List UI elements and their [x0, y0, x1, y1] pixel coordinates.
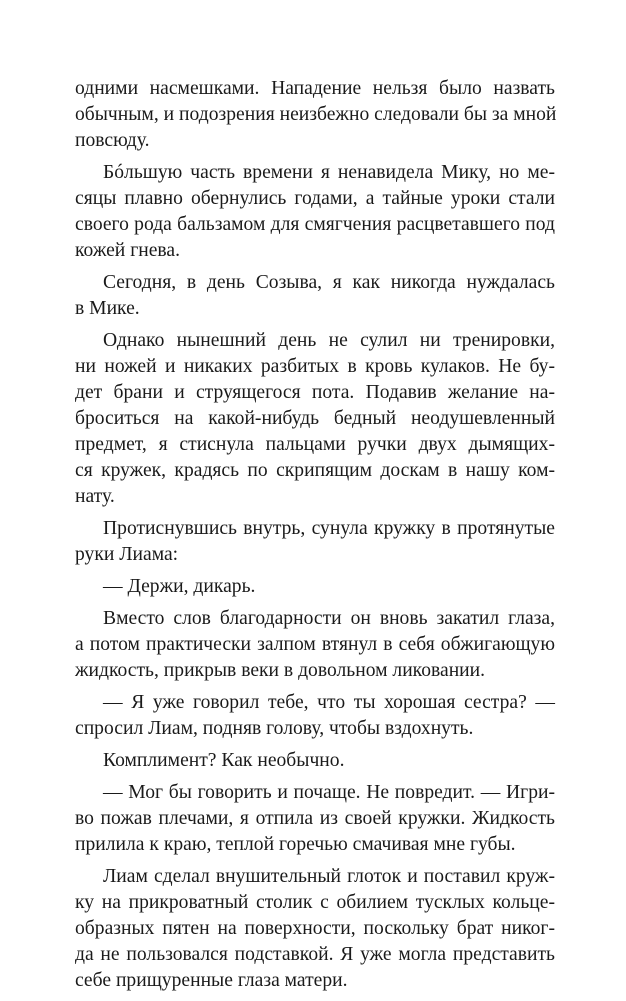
text-line: а потом практически залпом втянул в себя обжигающую: [75, 634, 555, 655]
text-line: одними насмешками. Нападение нельзя было назвать: [75, 78, 555, 99]
body-text: [75, 76, 555, 1000]
text-line: ку на прикроватный столик с обилием тусклых кольце-: [75, 892, 555, 913]
text-line: Вместо слов благодарности он вновь закатил глаза,: [103, 608, 555, 629]
paragraph: [75, 864, 555, 994]
paragraph: [75, 328, 555, 510]
text-line: — Держи, дикарь.: [103, 576, 256, 597]
text-line: спросил Лиам, подняв голову, чтобы вздохнуть.: [75, 718, 474, 739]
text-line: Однако нынешний день не сулил ни тренировки,: [103, 330, 555, 351]
text-line: жидкость, прикрыв веки в довольном ликовании.: [75, 660, 486, 681]
text-line: повсюду.: [75, 130, 150, 151]
text-line: себе прищуренные глаза матери.: [75, 970, 348, 991]
text-line: Сегодня, в день Созыва, я как никогда нуждалась: [103, 272, 555, 293]
paragraph: [75, 606, 555, 684]
text-line: — Мог бы говорить и почаще. Не повредит. — Игри-: [103, 782, 555, 803]
paragraph: [75, 748, 555, 774]
text-line: Бóльшую часть времени я ненавидела Мику, но ме-: [103, 162, 555, 183]
text-line: руки Лиама:: [75, 544, 179, 565]
text-line: сяцы плавно обернулись годами, а тайные уроки стали: [75, 188, 555, 209]
text-line: броситься на какой-нибудь бедный неодушевленный: [75, 408, 555, 429]
paragraph: [75, 690, 555, 742]
text-line: во пожав плечами, я отпила из своей кружки. Жидкость: [75, 808, 555, 829]
text-line: Комплимент? Как необычно.: [103, 750, 345, 771]
text-line: — Я уже говорил тебе, что ты хорошая сестра? —: [103, 692, 555, 713]
text-line: прилила к краю, теплой горечью смачивая мне губы.: [75, 834, 516, 855]
paragraph: [75, 76, 555, 154]
text-line: дет брани и струящегося пота. Подавив желание на-: [75, 382, 555, 403]
text-line: Протиснувшись внутрь, сунула кружку в протянутые: [103, 518, 555, 539]
text-line: предмет, я стиснула пальцами ручки двух дымящих-: [75, 434, 555, 455]
text-line: кожей гнева.: [75, 240, 181, 261]
text-line: нату.: [75, 486, 115, 507]
text-line: ся кружек, крадясь по скрипящим доскам в нашу ком-: [75, 460, 555, 481]
text-line: да не пользовался подставкой. Я уже могла представить: [75, 944, 555, 965]
paragraph: [75, 780, 555, 858]
text-line: обычным, и подозрения неизбежно следовали бы за мной: [75, 104, 557, 125]
text-line: своего рода бальзамом для смягчения расцветавшего под: [75, 214, 555, 235]
text-line: Лиам сделал внушительный глоток и поставил круж-: [103, 866, 555, 887]
paragraph: [75, 270, 555, 322]
text-line: образных пятен на поверхности, поскольку брат никог-: [75, 918, 555, 939]
text-line: в Мике.: [75, 298, 140, 319]
paragraph: [75, 516, 555, 568]
paragraph: [75, 160, 555, 264]
paragraph: [75, 574, 555, 600]
text-line: ни ножей и никаких разбитых в кровь кулаков. Не бу-: [75, 356, 555, 377]
